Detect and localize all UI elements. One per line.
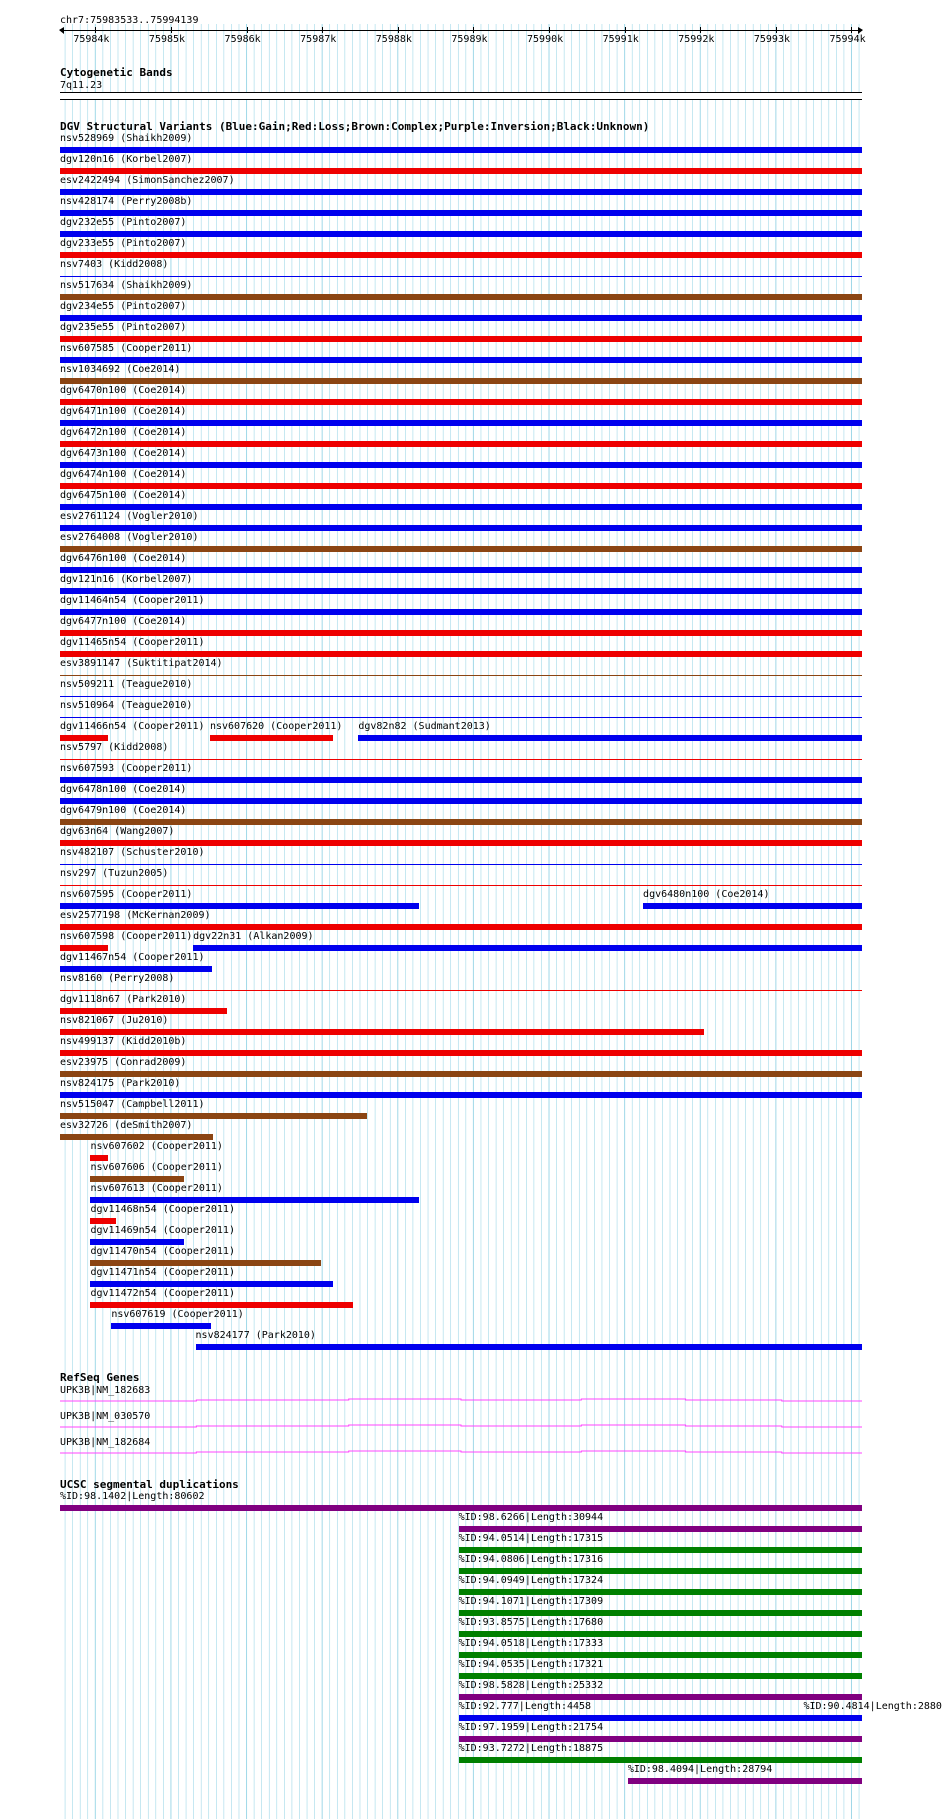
variant-label[interactable]: dgv22n31 (Alkan2009) <box>193 931 314 942</box>
variant-label[interactable]: dgv11465n54 (Cooper2011) <box>60 637 205 648</box>
variant-label[interactable]: esv32726 (deSmith2007) <box>60 1120 193 1131</box>
variant-bar[interactable] <box>60 378 862 384</box>
segdup-label[interactable]: %ID:98.4094|Length:28794 <box>627 1764 773 1775</box>
variant-label[interactable]: esv2577198 (McKernan2009) <box>60 910 211 921</box>
segdup-bar[interactable] <box>60 1505 862 1511</box>
variant-bar[interactable] <box>90 1197 419 1203</box>
gene-line <box>60 1451 862 1453</box>
dgv-track-title: DGV Structural Variants (Blue:Gain;Red:Loss;Brown:Complex;Purple:Inversion;Black:Unknown) <box>60 120 650 133</box>
variant-label[interactable]: dgv6474n100 (Coe2014) <box>60 469 187 480</box>
variant-bar[interactable] <box>90 1281 333 1287</box>
variant-bar[interactable] <box>60 441 862 447</box>
segdup-bar[interactable] <box>459 1526 862 1532</box>
variant-label[interactable]: nsv517634 (Shaikh2009) <box>60 280 193 291</box>
variant-label[interactable]: dgv11468n54 (Cooper2011) <box>90 1204 235 1215</box>
variant-label[interactable]: dgv6478n100 (Coe2014) <box>60 784 187 795</box>
variant-bar[interactable] <box>90 1302 352 1308</box>
variant-bar[interactable] <box>60 777 862 783</box>
variant-bar[interactable] <box>60 885 862 886</box>
variant-bar[interactable] <box>60 864 862 865</box>
segdup-bar[interactable] <box>459 1631 862 1637</box>
segdup-label[interactable]: %ID:97.1959|Length:21754 <box>458 1722 604 1733</box>
ruler-tick-label: 75990k <box>527 34 564 45</box>
variant-label[interactable]: dgv6480n100 (Coe2014) <box>643 889 770 900</box>
variant-bar[interactable] <box>60 696 862 697</box>
variant-bar[interactable] <box>60 504 862 510</box>
variant-label[interactable]: dgv11467n54 (Cooper2011) <box>60 952 205 963</box>
variant-bar[interactable] <box>358 735 862 741</box>
variant-label[interactable]: nsv428174 (Perry2008b) <box>60 196 193 207</box>
ruler-tick-mark <box>776 27 777 33</box>
ruler-tick-mark <box>322 27 323 33</box>
variant-label[interactable]: nsv607602 (Cooper2011) <box>90 1141 223 1152</box>
variant-label[interactable]: nsv607585 (Cooper2011) <box>60 343 193 354</box>
ruler-tick-label: 75992k <box>678 34 715 45</box>
variant-bar[interactable] <box>60 315 862 321</box>
ruler-tick-mark <box>851 27 852 33</box>
variant-label[interactable]: dgv6476n100 (Coe2014) <box>60 553 187 564</box>
segdup-label[interactable]: %ID:94.0535|Length:17321 <box>458 1659 604 1670</box>
ruler-tick-label: 75984k <box>73 34 110 45</box>
variant-bar[interactable] <box>60 1071 862 1077</box>
variant-bar[interactable] <box>90 1239 184 1245</box>
variant-bar[interactable] <box>60 903 419 909</box>
variant-bar[interactable] <box>60 675 862 676</box>
variant-label[interactable]: nsv821067 (Ju2010) <box>60 1015 169 1026</box>
segdup-label[interactable]: %ID:94.0806|Length:17316 <box>458 1554 604 1565</box>
variant-bar[interactable] <box>60 840 862 846</box>
variant-label[interactable]: esv2764008 (Vogler2010) <box>60 532 199 543</box>
variant-label[interactable]: dgv82n82 (Sudmant2013) <box>358 721 491 732</box>
variant-label[interactable]: nsv607613 (Cooper2011) <box>90 1183 223 1194</box>
variant-label[interactable]: dgv121n16 (Korbel2007) <box>60 574 193 585</box>
variant-bar[interactable] <box>210 735 334 741</box>
segdup-bar[interactable] <box>459 1694 862 1700</box>
variant-label[interactable]: dgv233e55 (Pinto2007) <box>60 238 187 249</box>
variant-bar[interactable] <box>60 1134 213 1140</box>
variant-label[interactable]: dgv11471n54 (Cooper2011) <box>90 1267 235 1278</box>
variant-label[interactable]: dgv11469n54 (Cooper2011) <box>90 1225 235 1236</box>
variant-bar[interactable] <box>60 588 862 594</box>
ruler-tick-mark <box>625 27 626 33</box>
variant-label[interactable]: dgv235e55 (Pinto2007) <box>60 322 187 333</box>
segdup-label[interactable]: %ID:98.6266|Length:30944 <box>458 1512 604 1523</box>
variant-bar[interactable] <box>60 1113 367 1119</box>
variant-label[interactable]: esv23975 (Conrad2009) <box>60 1057 187 1068</box>
variant-label[interactable]: dgv6471n100 (Coe2014) <box>60 406 187 417</box>
variant-label[interactable]: nsv824177 (Park2010) <box>195 1330 316 1341</box>
variant-label[interactable]: dgv6475n100 (Coe2014) <box>60 490 187 501</box>
variant-bar[interactable] <box>60 1092 862 1098</box>
variant-label[interactable]: dgv6472n100 (Coe2014) <box>60 427 187 438</box>
segdup-label[interactable]: %ID:92.777|Length:4458 <box>458 1701 592 1712</box>
segdup-bar[interactable] <box>459 1547 862 1553</box>
variant-label[interactable]: nsv8160 (Perry2008) <box>60 973 175 984</box>
segdup-bar[interactable] <box>459 1652 862 1658</box>
variant-bar[interactable] <box>60 252 862 258</box>
gene-model[interactable] <box>60 1398 862 1404</box>
variant-label[interactable]: dgv1118n67 (Park2010) <box>60 994 187 1005</box>
variant-bar[interactable] <box>90 1155 108 1161</box>
segdup-label[interactable]: %ID:93.8575|Length:17680 <box>458 1617 604 1628</box>
ruler-tick-label: 75991k <box>602 34 639 45</box>
gene-line <box>60 1425 862 1427</box>
ruler-tick-mark <box>171 27 172 33</box>
ruler-tick-mark <box>398 27 399 33</box>
variant-bar[interactable] <box>60 651 862 657</box>
variant-bar[interactable] <box>60 609 862 615</box>
location-label: chr7:75983533..75994139 <box>60 15 199 26</box>
variant-bar[interactable] <box>60 231 862 237</box>
segdup-label[interactable]: %ID:93.7272|Length:18875 <box>458 1743 604 1754</box>
segdup-bar[interactable] <box>459 1589 862 1595</box>
segdup-label[interactable]: %ID:98.1402|Length:80602 <box>60 1491 205 1502</box>
segdup-label[interactable]: %ID:90.4814|Length:2880 <box>803 1701 942 1712</box>
variant-label[interactable]: dgv232e55 (Pinto2007) <box>60 217 187 228</box>
variant-bar[interactable] <box>60 294 862 300</box>
segdup-label[interactable]: %ID:98.5828|Length:25332 <box>458 1680 604 1691</box>
variant-bar[interactable] <box>60 798 862 804</box>
variant-bar[interactable] <box>60 567 862 573</box>
variant-label[interactable]: dgv11470n54 (Cooper2011) <box>90 1246 235 1257</box>
variant-bar[interactable] <box>60 357 862 363</box>
cytoband-bar <box>60 92 862 100</box>
ruler-tick-label: 75989k <box>451 34 488 45</box>
variant-label[interactable]: nsv607595 (Cooper2011) <box>60 889 193 900</box>
gene-label[interactable]: UPK3B|NM_182683 <box>60 1385 151 1396</box>
segdup-label[interactable]: %ID:94.0949|Length:17324 <box>458 1575 604 1586</box>
gene-label[interactable]: UPK3B|NM_182684 <box>60 1437 151 1448</box>
variant-label[interactable]: dgv120n16 (Korbel2007) <box>60 154 193 165</box>
variant-label[interactable]: esv2422494 (SimonSanchez2007) <box>60 175 235 186</box>
variant-label[interactable]: nsv607593 (Cooper2011) <box>60 763 193 774</box>
variant-label[interactable]: nsv499137 (Kidd2010b) <box>60 1036 187 1047</box>
refseq-track-title: RefSeq Genes <box>60 1371 140 1384</box>
variant-label[interactable]: dgv11466n54 (Cooper2011) <box>60 721 205 732</box>
variant-bar[interactable] <box>60 399 862 405</box>
ruler-line <box>60 30 862 31</box>
variant-label[interactable]: nsv297 (Tuzun2005) <box>60 868 169 879</box>
ruler-left-arrow-icon <box>59 27 64 34</box>
segdup-bar[interactable] <box>459 1610 862 1616</box>
variant-label[interactable]: dgv6479n100 (Coe2014) <box>60 805 187 816</box>
ruler-tick-label: 75986k <box>224 34 261 45</box>
variant-bar[interactable] <box>60 276 862 277</box>
variant-bar[interactable] <box>60 336 862 342</box>
ruler-right-arrow-icon <box>858 27 863 34</box>
ruler-tick-mark <box>95 27 96 33</box>
segdup-label[interactable]: %ID:94.0514|Length:17315 <box>458 1533 604 1544</box>
ruler-tick-label: 75987k <box>300 34 337 45</box>
segdup-bar[interactable] <box>459 1715 804 1721</box>
segdup-bar[interactable] <box>459 1757 862 1763</box>
variant-bar[interactable] <box>60 819 862 825</box>
variant-bar[interactable] <box>111 1323 210 1329</box>
segdup-track-title: UCSC segmental duplications <box>60 1478 239 1491</box>
segdup-bar[interactable] <box>459 1736 862 1742</box>
ruler-tick-mark <box>700 27 701 33</box>
variant-bar[interactable] <box>60 462 862 468</box>
variant-bar[interactable] <box>193 945 862 951</box>
variant-bar[interactable] <box>60 210 862 216</box>
segdup-bar[interactable] <box>628 1778 862 1784</box>
variant-label[interactable]: dgv6470n100 (Coe2014) <box>60 385 187 396</box>
variant-label[interactable]: nsv528969 (Shaikh2009) <box>60 133 193 144</box>
segdup-bar[interactable] <box>459 1568 862 1574</box>
gene-line <box>60 1399 862 1401</box>
variant-bar[interactable] <box>60 735 108 741</box>
ruler-tick-mark <box>247 27 248 33</box>
segdup-bar[interactable] <box>459 1673 862 1679</box>
gene-model[interactable] <box>60 1424 862 1430</box>
ruler-tick-label: 75994k <box>829 34 866 45</box>
variant-bar[interactable] <box>60 546 862 552</box>
ruler-tick-mark <box>549 27 550 33</box>
variant-bar[interactable] <box>196 1344 862 1350</box>
ruler-tick-label: 75985k <box>148 34 186 45</box>
variant-bar[interactable] <box>60 420 862 426</box>
ruler-tick-label: 75993k <box>753 34 790 45</box>
variant-bar[interactable] <box>60 924 862 930</box>
cytoband-label: 7q11.23 <box>60 80 103 91</box>
ruler-tick-mark <box>473 27 474 33</box>
variant-bar[interactable] <box>60 630 862 636</box>
variant-bar[interactable] <box>60 189 862 195</box>
variant-bar[interactable] <box>90 1218 116 1224</box>
variant-label[interactable]: nsv824175 (Park2010) <box>60 1078 181 1089</box>
variant-label[interactable]: nsv7403 (Kidd2008) <box>60 259 169 270</box>
variant-label[interactable]: nsv607598 (Cooper2011) <box>60 931 193 942</box>
variant-label[interactable]: nsv482107 (Schuster2010) <box>60 847 205 858</box>
variant-bar[interactable] <box>90 1176 184 1182</box>
variant-bar[interactable] <box>60 168 862 174</box>
variant-bar[interactable] <box>60 1008 227 1014</box>
variant-label[interactable]: nsv509211 (Teague2010) <box>60 679 193 690</box>
segdup-label[interactable]: %ID:94.0518|Length:17333 <box>458 1638 604 1649</box>
variant-label[interactable]: nsv607619 (Cooper2011) <box>111 1309 244 1320</box>
variant-label[interactable]: esv3891147 (Suktitipat2014) <box>60 658 223 669</box>
variant-bar[interactable] <box>60 483 862 489</box>
variant-label[interactable]: nsv1034692 (Coe2014) <box>60 364 181 375</box>
segdup-label[interactable]: %ID:94.1071|Length:17309 <box>458 1596 604 1607</box>
variant-bar[interactable] <box>60 759 862 760</box>
ruler-tick-label: 75988k <box>375 34 412 45</box>
variant-label[interactable]: dgv11472n54 (Cooper2011) <box>90 1288 235 1299</box>
cytoband-title: Cytogenetic Bands <box>60 66 173 79</box>
variant-bar[interactable] <box>60 966 212 972</box>
variant-label[interactable]: dgv6477n100 (Coe2014) <box>60 616 187 627</box>
variant-label[interactable]: dgv6473n100 (Coe2014) <box>60 448 187 459</box>
variant-bar[interactable] <box>60 1050 862 1056</box>
variant-label[interactable]: dgv234e55 (Pinto2007) <box>60 301 187 312</box>
variant-bar[interactable] <box>90 1260 320 1266</box>
variant-label[interactable]: esv2761124 (Vogler2010) <box>60 511 199 522</box>
variant-label[interactable]: nsv515047 (Campbell2011) <box>60 1099 205 1110</box>
gene-model[interactable] <box>60 1450 862 1456</box>
variant-label[interactable]: nsv5797 (Kidd2008) <box>60 742 169 753</box>
variant-label[interactable]: nsv607620 (Cooper2011) <box>209 721 343 732</box>
variant-bar[interactable] <box>60 945 108 951</box>
variant-bar[interactable] <box>60 990 862 991</box>
variant-label[interactable]: dgv11464n54 (Cooper2011) <box>60 595 205 606</box>
variant-bar[interactable] <box>60 525 862 531</box>
variant-bar[interactable] <box>60 1029 704 1035</box>
variant-bar[interactable] <box>60 717 862 718</box>
variant-bar[interactable] <box>60 147 862 153</box>
variant-label[interactable]: dgv63n64 (Wang2007) <box>60 826 175 837</box>
gene-label[interactable]: UPK3B|NM_030570 <box>60 1411 151 1422</box>
variant-bar[interactable] <box>643 903 862 909</box>
segdup-bar[interactable] <box>803 1715 862 1721</box>
variant-label[interactable]: nsv510964 (Teague2010) <box>60 700 193 711</box>
variant-label[interactable]: nsv607606 (Cooper2011) <box>90 1162 223 1173</box>
